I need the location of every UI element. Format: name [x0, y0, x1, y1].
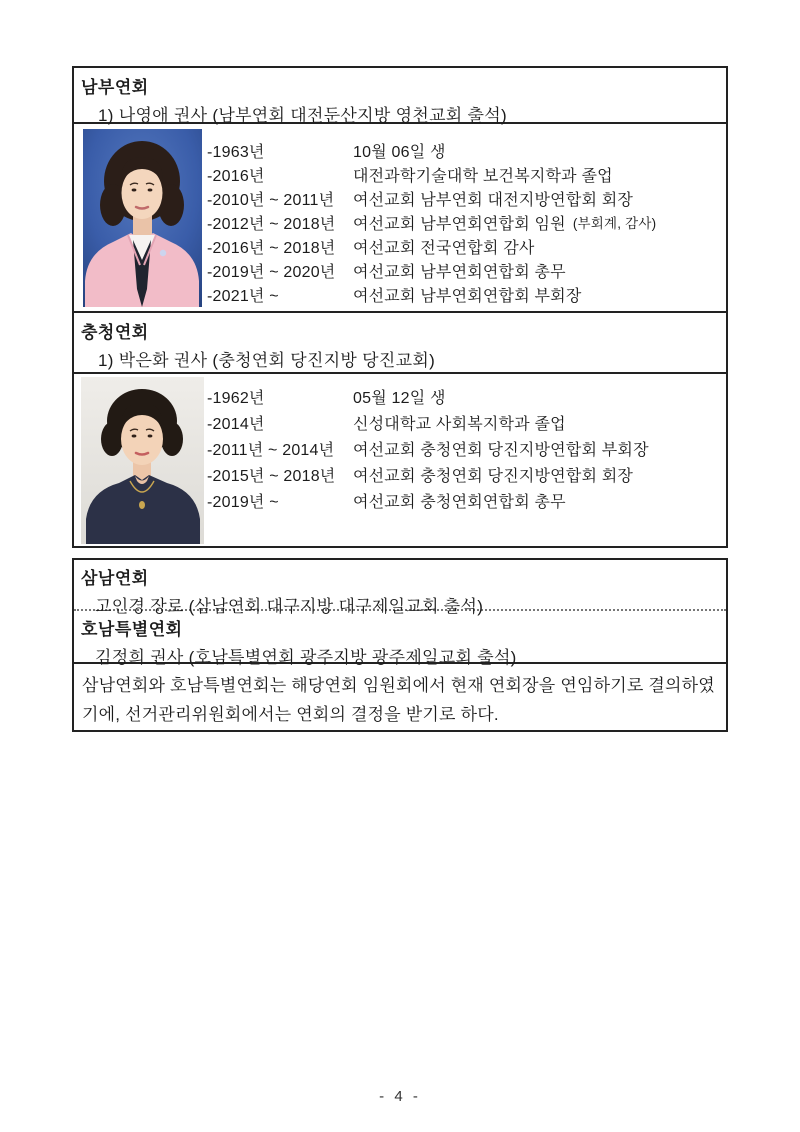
career-row [207, 210, 726, 234]
career-description: 신성대학교 사회복지학과 졸업 [353, 415, 566, 433]
career-description: 05월 12일 생 [353, 389, 446, 407]
conference-name: 삼남연회 [81, 569, 149, 588]
career-history-list [207, 374, 726, 513]
career-period: -2012년 ~ 2018년 [207, 215, 336, 233]
career-period: -2021년 ~ [207, 287, 279, 305]
career-description: 대전과학기술대학 보건복지학과 졸업 [353, 167, 613, 185]
entry-honam [74, 611, 726, 667]
profile-na-yeong-ae [74, 124, 726, 313]
career-description: 여선교회 남부연회연합회 임원 [353, 215, 566, 233]
career-row [207, 383, 726, 409]
candidate-profiles-box [72, 66, 728, 548]
career-row [207, 435, 726, 461]
career-row [207, 138, 726, 162]
decision-box [72, 558, 728, 732]
career-row [207, 234, 726, 258]
candidate-photo-park-eun-hwa [81, 377, 204, 544]
section-chungcheong-header [74, 313, 726, 374]
candidate-name-line: 고인경 장로 (삼남연회 대구지방 대구제일교회 출석) [95, 597, 484, 616]
career-period: -2011년 ~ 2014년 [207, 441, 335, 459]
career-period: -2019년 ~ 2020년 [207, 263, 336, 281]
career-row [207, 186, 726, 210]
career-period: -2015년 ~ 2018년 [207, 467, 336, 485]
career-period: -2016년 ~ 2018년 [207, 239, 336, 257]
resolution-text: 삼남연회와 호남특별연회는 해당연회 임원회에서 현재 연회장을 연임하기로 결의하였기에, 선거관리위원회에서는 연회의 결정을 받기로 하다. [82, 676, 715, 724]
portrait-illustration [83, 129, 202, 307]
career-history-list [207, 124, 726, 306]
conference-name: 호남특별연회 [81, 620, 183, 639]
career-row [207, 282, 726, 306]
profile-park-eun-hwa [74, 374, 726, 546]
career-row [207, 162, 726, 186]
career-period: -1963년 [207, 143, 265, 161]
page-number: - 4 - [379, 1088, 421, 1105]
entry-samnam [74, 560, 726, 616]
candidate-name-line: 김정희 권사 (호남특별연회 광주지방 광주제일교회 출석) [95, 648, 517, 667]
candidate-name-line: 1) 박은화 권사 (충청연회 당진지방 당진교회) [98, 351, 436, 370]
career-row [207, 487, 726, 513]
conference-name: 남부연회 [81, 78, 149, 97]
career-description: 여선교회 남부연회연합회 부회장 [353, 287, 582, 305]
career-row [207, 258, 726, 282]
candidate-name-line: 1) 나영애 권사 (남부연회 대전둔산지방 영천교회 출석) [98, 106, 507, 125]
career-period: -2014년 [207, 415, 265, 433]
career-row [207, 461, 726, 487]
career-period: -1962년 [207, 389, 265, 407]
career-note: (부회계, 감사) [572, 216, 657, 231]
career-period: -2019년 ~ [207, 493, 279, 511]
career-description: 10월 06일 생 [353, 143, 446, 161]
career-description: 여선교회 남부연회 대전지방연합회 회장 [353, 191, 634, 209]
portrait-illustration [81, 377, 204, 544]
section-nambu-header [74, 68, 726, 124]
career-description: 여선교회 남부연회연합회 총무 [353, 263, 566, 281]
career-row [207, 409, 726, 435]
career-description: 여선교회 충청연회 당진지방연합회 부회장 [353, 441, 649, 459]
career-description: 여선교회 충청연회 당진지방연합회 회장 [353, 467, 634, 485]
career-description: 여선교회 충청연회연합회 총무 [353, 493, 566, 511]
career-period: -2016년 [207, 167, 265, 185]
conference-name: 충청연회 [81, 323, 149, 342]
career-period: -2010년 ~ 2011년 [207, 191, 335, 209]
career-description: 여선교회 전국연합회 감사 [353, 239, 535, 257]
candidate-photo-na-yeong-ae [83, 129, 202, 307]
